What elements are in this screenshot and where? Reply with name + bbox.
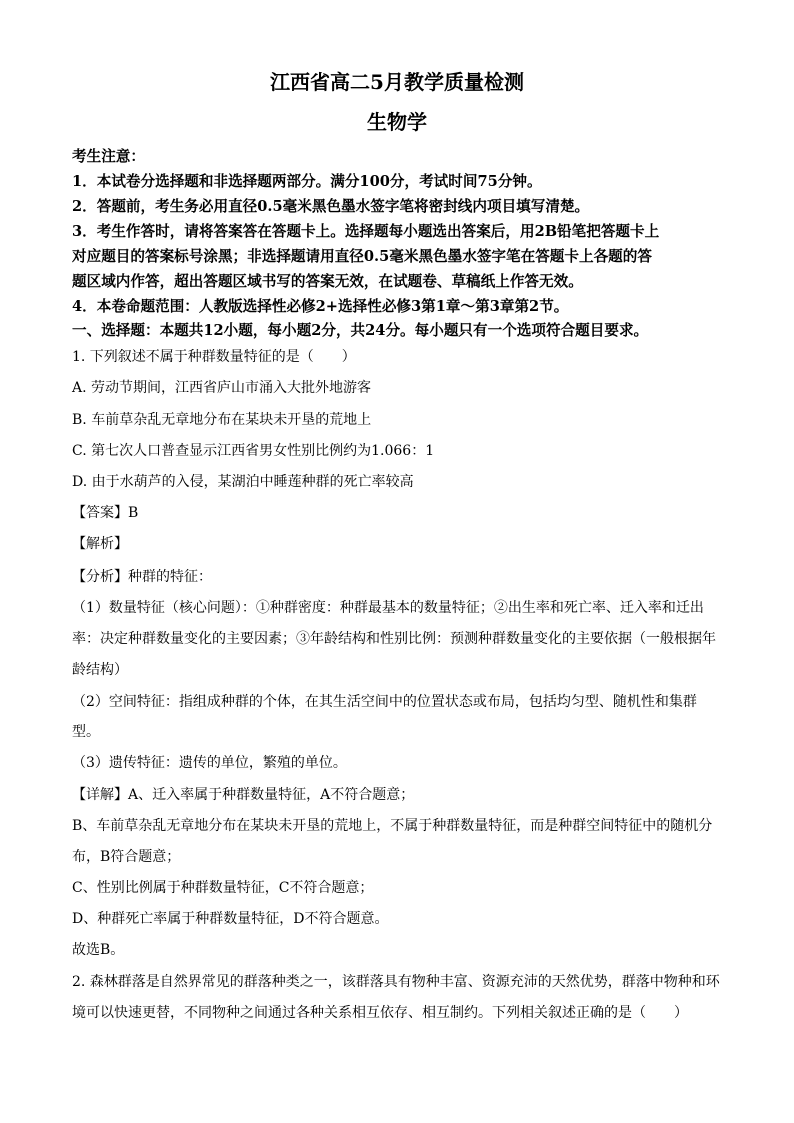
- option-b: B. 车前草杂乱无章地分布在某块未开垦的荒地上: [72, 412, 372, 428]
- notice-heading: 考生注意：: [72, 148, 145, 165]
- explain-line: （1）数量特征（核心问题）：①种群密度：种群最基本的数量特征；②出生率和死亡率、迁入率和迁出: [72, 600, 704, 616]
- explain-line: D、种群死亡率属于种群数量特征，D不符合题意。: [72, 911, 389, 927]
- explain-line: 型。: [72, 724, 100, 740]
- explain-line: （3）遗传特征：遗传的单位，繁殖的单位。: [72, 755, 347, 771]
- explain-line: 故选B。: [72, 942, 125, 958]
- notice-item: 1．本试卷分选择题和非选择题两部分。满分100分，考试时间75分钟。: [72, 173, 542, 190]
- answer-line: 【答案】B: [72, 505, 139, 521]
- section-heading: 一、选择题：本题共12小题，每小题2分，共24分。每小题只有一个选项符合题目要求。: [72, 322, 649, 339]
- notice-item: 2．答题前，考生务必用直径0.5毫米黑色墨水签字笔将密封线内项目填写清楚。: [72, 198, 590, 215]
- option-c: C. 第七次人口普查显示江西省男女性别比例约为1.066：1: [72, 443, 435, 459]
- explain-line: C、性别比例属于种群数量特征，C不符合题意；: [72, 880, 374, 896]
- notice-item: 4．本卷命题范围：人教版选择性必修2+选择性必修3第1章～第3章第2节。: [72, 298, 569, 315]
- notice-item: 对应题目的答案标号涂黑；非选择题请用直径0.5毫米黑色墨水签字笔在答题卡上各题的答: [72, 248, 652, 265]
- exam-title: 江西省高二5月教学质量检测: [270, 70, 524, 94]
- explain-line: 龄结构）: [72, 662, 128, 678]
- explain-line: 布，B符合题意；: [72, 849, 181, 865]
- explain-line: 【详解】A、迁入率属于种群数量特征，A不符合题意；: [72, 787, 415, 803]
- explain-line: 【分析】种群的特征：: [72, 569, 212, 585]
- analysis-label: 【解析】: [72, 536, 128, 552]
- subject-title: 生物学: [367, 110, 427, 134]
- question-stem: 2. 森林群落是自然界常见的群落种类之一，该群落具有物种丰富、资源充沛的天然优势，群落中物种和环: [72, 974, 720, 990]
- option-a: A. 劳动节期间，江西省庐山市涌入大批外地游客: [72, 380, 372, 396]
- explain-line: B、车前草杂乱无章地分布在某块未开垦的荒地上，不属于种群数量特征，而是种群空间特征中的随机分: [72, 818, 713, 834]
- option-d: D. 由于水葫芦的入侵，某湖泊中睡莲种群的死亡率较高: [72, 474, 414, 490]
- explain-line: 率：决定种群数量变化的主要因素；③年龄结构和性别比例：预测种群数量变化的主要依据（一般根据年: [72, 631, 716, 647]
- notice-item: 3．考生作答时，请将答案答在答题卡上。选择题每小题选出答案后，用2B铅笔把答题卡上: [72, 223, 660, 240]
- question-stem: 1. 下列叙述不属于种群数量特征的是（ ）: [72, 349, 356, 365]
- notice-item: 题区域内作答，超出答题区域书写的答案无效，在试题卷、草稿纸上作答无效。: [72, 273, 583, 290]
- explain-line: （2）空间特征：指组成种群的个体，在其生活空间中的位置状态或布局，包括均匀型、随机性和集群: [72, 694, 697, 710]
- question-stem: 境可以快速更替，不同物种之间通过各种关系相互依存、相互制约。下列相关叙述正确的是（ ）: [72, 1005, 688, 1021]
